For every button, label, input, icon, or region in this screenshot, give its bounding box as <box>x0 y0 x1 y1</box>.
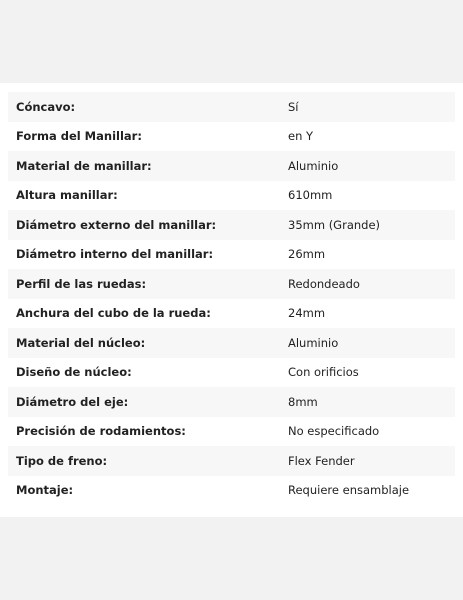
spec-row-perfil-ruedas <box>8 269 455 299</box>
spec-label: Diámetro interno del manillar: <box>8 240 280 270</box>
spec-value: Flex Fender <box>280 446 455 476</box>
spec-label: Tipo de freno: <box>8 446 280 476</box>
spec-value: 26mm <box>280 240 455 270</box>
spec-label: Anchura del cubo de la rueda: <box>8 299 280 329</box>
spec-label: Diámetro del eje: <box>8 387 280 417</box>
spec-row-precision-rodamientos <box>8 417 455 447</box>
spec-row-diseno-nucleo <box>8 358 455 388</box>
spec-row-diametro-eje <box>8 387 455 417</box>
spec-value: No especificado <box>280 417 455 447</box>
spec-label: Material de manillar: <box>8 151 280 181</box>
spec-row-material-nucleo <box>8 328 455 358</box>
spec-row-diametro-externo <box>8 210 455 240</box>
spec-label: Precisión de rodamientos: <box>8 417 280 447</box>
spec-value: Aluminio <box>280 328 455 358</box>
spec-label: Cóncavo: <box>8 92 280 122</box>
spec-value: Con orificios <box>280 358 455 388</box>
spec-label: Material del núcleo: <box>8 328 280 358</box>
spec-label: Altura manillar: <box>8 181 280 211</box>
spec-label: Forma del Manillar: <box>8 122 280 152</box>
spec-label: Montaje: <box>8 476 280 506</box>
spec-row-diametro-interno <box>8 240 455 270</box>
spec-value: 35mm (Grande) <box>280 210 455 240</box>
spec-label: Perfil de las ruedas: <box>8 269 280 299</box>
spec-row-montaje <box>8 476 455 506</box>
spec-card <box>0 83 463 517</box>
spec-value: Aluminio <box>280 151 455 181</box>
spec-value: Sí <box>280 92 455 122</box>
spec-row-forma-manillar <box>8 122 455 152</box>
spec-row-altura-manillar <box>8 181 455 211</box>
spec-label: Diámetro externo del manillar: <box>8 210 280 240</box>
spec-value: 24mm <box>280 299 455 329</box>
spec-value: Requiere ensamblaje <box>280 476 455 506</box>
spec-value: en Y <box>280 122 455 152</box>
spec-value: 8mm <box>280 387 455 417</box>
spec-row-material-manillar <box>8 151 455 181</box>
spec-row-tipo-freno <box>8 446 455 476</box>
spec-table <box>8 92 455 505</box>
spec-row-concavo <box>8 92 455 122</box>
spec-value: Redondeado <box>280 269 455 299</box>
spec-value: 610mm <box>280 181 455 211</box>
spec-label: Diseño de núcleo: <box>8 358 280 388</box>
spec-row-anchura-cubo <box>8 299 455 329</box>
